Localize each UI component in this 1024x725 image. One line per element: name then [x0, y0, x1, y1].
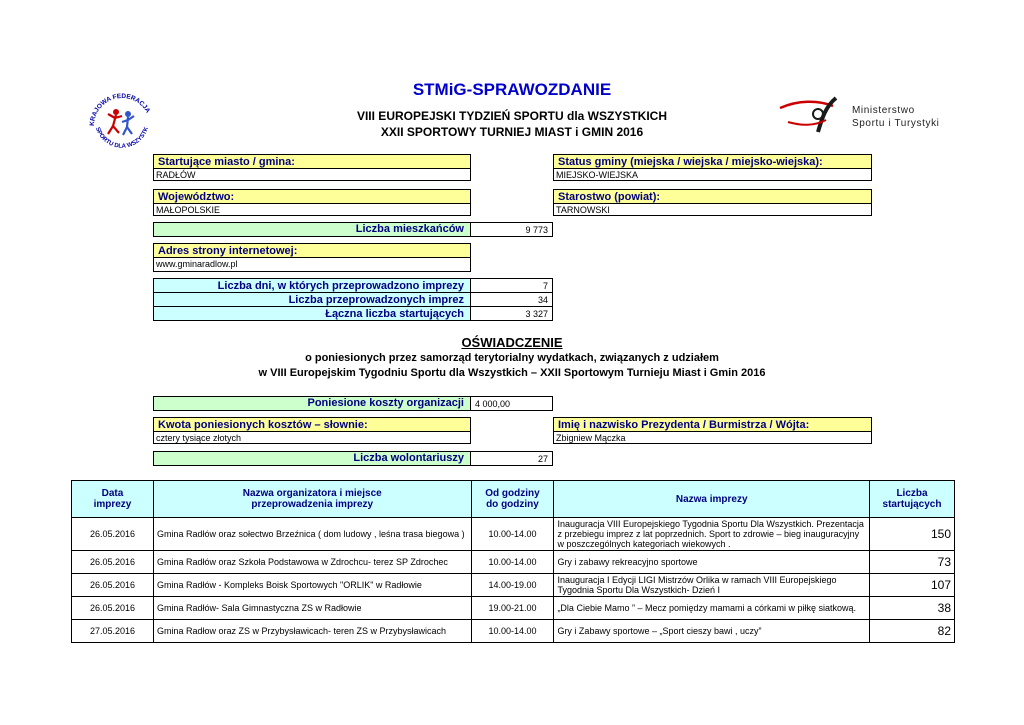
row-organizer: Gmina Radłów oraz sołectwo Brzeźnica ( dom ludowy , leśna trasa biegowa ): [153, 518, 471, 551]
svg-text:KRAJOWA FEDERACJA: KRAJOWA FEDERACJA: [88, 92, 152, 127]
declaration-heading: OŚWIADCZENIE: [461, 335, 563, 350]
row-participants: 82: [870, 620, 955, 643]
row-participants: 107: [870, 574, 955, 597]
table-row: [72, 518, 955, 551]
table-row: [72, 620, 955, 643]
costs-label: Poniesione koszty organizacji: [153, 396, 471, 411]
status-label: Status gminy (miejska / wiejska / miejsko-wiejska):: [553, 154, 872, 169]
declaration-line-1: o poniesionych przez samorząd terytorialny wydatkach, związanych z udziałem: [305, 352, 719, 364]
costs-words-value: cztery tysiące złotych: [153, 431, 471, 444]
col-time: [471, 481, 554, 518]
county-label: Starostwo (powiat):: [553, 189, 872, 204]
costs-value: 4 000,00: [470, 396, 553, 411]
col-event-name: Nazwa imprezy: [554, 481, 870, 518]
mayor-label: Imię i nazwisko Prezydenta / Burmistrza / Wójta:: [553, 417, 872, 432]
row-organizer: Gmina Radłów - Kompleks Boisk Sportowych "ORLIK" w Radłowie: [153, 574, 471, 597]
svg-text:SPORTU DLA WSZYSTKICH: SPORTU DLA WSZYSTK: [94, 126, 151, 150]
participants-value: 3 327: [470, 306, 553, 321]
row-participants: 38: [870, 597, 955, 620]
row-organizer: Gmina Radłów oraz Szkoła Podstawowa w Zdrochcu- terez SP Zdrochec: [153, 551, 471, 574]
county-value: TARNOWSKI: [553, 203, 872, 216]
row-date: 26.05.2016: [72, 551, 154, 574]
col-organizer-line2: przeprowadzenia imprezy: [251, 499, 374, 510]
col-participants: [870, 481, 955, 518]
row-time: 10.00-14.00: [471, 551, 554, 574]
voivodeship-value: MAŁOPOLSKIE: [153, 203, 471, 216]
population-label: Liczba mieszkańców: [153, 222, 471, 237]
ministry-name-line1: Ministerstwo: [852, 105, 915, 116]
days-value: 7: [470, 278, 553, 293]
website-value: www.gminaradlow.pl: [153, 257, 471, 272]
row-event-name: Inauguracja I Edycji LIGI Mistrzów Orlika w ramach VIII Europejskiego Tygodnia Sportu Dla Wszystkich- Dzień I: [554, 574, 870, 597]
row-event-name: Gry i zabawy rekreacyjno sportowe: [554, 551, 870, 574]
col-date-line1: Data: [101, 488, 124, 499]
table-header-row: [72, 481, 955, 518]
row-participants: 150: [870, 518, 955, 551]
mayor-value: Zbigniew Mączka: [553, 431, 872, 444]
col-time-line1: Od godziny: [485, 488, 540, 499]
table-row: [72, 574, 955, 597]
row-time: 19.00-21.00: [471, 597, 554, 620]
row-event-name: Inauguracja VIII Europejskiego Tygodnia Sportu Dla Wszystkich. Prezentacja z przebiegu imprez z lat poprzednich. Sport to zdrowie – bieg inauguracyjny w poszczególnych kategoriach wiekowych .: [554, 518, 870, 551]
row-date: 27.05.2016: [72, 620, 154, 643]
status-value: MIEJSKO-WIEJSKA: [553, 168, 872, 181]
events-label: Liczba przeprowadzonych imprez: [153, 292, 471, 307]
volunteers-label: Liczba wolontariuszy: [153, 451, 471, 466]
table-row: [72, 597, 955, 620]
col-time-line2: do godziny: [486, 499, 539, 510]
col-date-line2: imprezy: [93, 499, 132, 510]
report-subtitle-1: VIII EUROPEJSKI TYDZIEŃ SPORTU dla WSZYSTKICH: [356, 109, 668, 123]
declaration-line-2: w VIII Europejskim Tygodniu Sportu dla Wszystkich – XXII Sportowym Turnieju Miast i Gmin 2016: [258, 367, 766, 379]
row-time: 14.00-19.00: [471, 574, 554, 597]
voivodeship-label: Województwo:: [153, 189, 471, 204]
report-subtitle-2: XXII SPORTOWY TURNIEJ MIAST i GMIN 2016: [380, 125, 644, 139]
city-value: RADŁÓW: [153, 168, 471, 181]
days-label: Liczba dni, w których przeprowadzono imprezy: [153, 278, 471, 293]
col-date: [72, 481, 154, 518]
row-participants: 73: [870, 551, 955, 574]
row-time: 10.00-14.00: [471, 620, 554, 643]
population-value: 9 773: [470, 222, 553, 237]
row-event-name: Gry i Zabawy sportowe – „Sport cieszy bawi , uczy”: [554, 620, 870, 643]
row-date: 26.05.2016: [72, 597, 154, 620]
row-event-name: „Dla Ciebie Mamo ” – Mecz pomiędzy mamami a córkami w piłkę siatkową.: [554, 597, 870, 620]
row-organizer: Gmina Radłów- Sala Gimnastyczna ZS w Radłowie: [153, 597, 471, 620]
row-time: 10.00-14.00: [471, 518, 554, 551]
col-organizer-line1: Nazwa organizatora i miejsce: [242, 488, 382, 499]
events-value: 34: [470, 292, 553, 307]
col-participants-line1: Liczba: [896, 488, 928, 499]
events-table: [71, 480, 955, 643]
row-organizer: Gmina Radłow oraz ZS w Przybysławicach- teren ZS w Przybysławicach: [153, 620, 471, 643]
volunteers-value: 27: [470, 451, 553, 466]
ministry-logo: [778, 96, 848, 134]
city-label: Startujące miasto / gmina:: [153, 154, 471, 169]
col-organizer: [153, 481, 471, 518]
ministry-name-line2: Sportu i Turystyki: [852, 118, 940, 129]
website-label: Adres strony internetowej:: [153, 243, 471, 258]
costs-words-label: Kwota poniesionych kosztów – słownie:: [153, 417, 471, 432]
participants-label: Łączna liczba startujących: [153, 306, 471, 321]
report-title: STMiG-SPRAWOZDANIE: [412, 80, 612, 99]
table-row: [72, 551, 955, 574]
ministry-name: [852, 104, 940, 130]
row-date: 26.05.2016: [72, 574, 154, 597]
row-date: 26.05.2016: [72, 518, 154, 551]
col-participants-line2: startujących: [882, 499, 942, 510]
